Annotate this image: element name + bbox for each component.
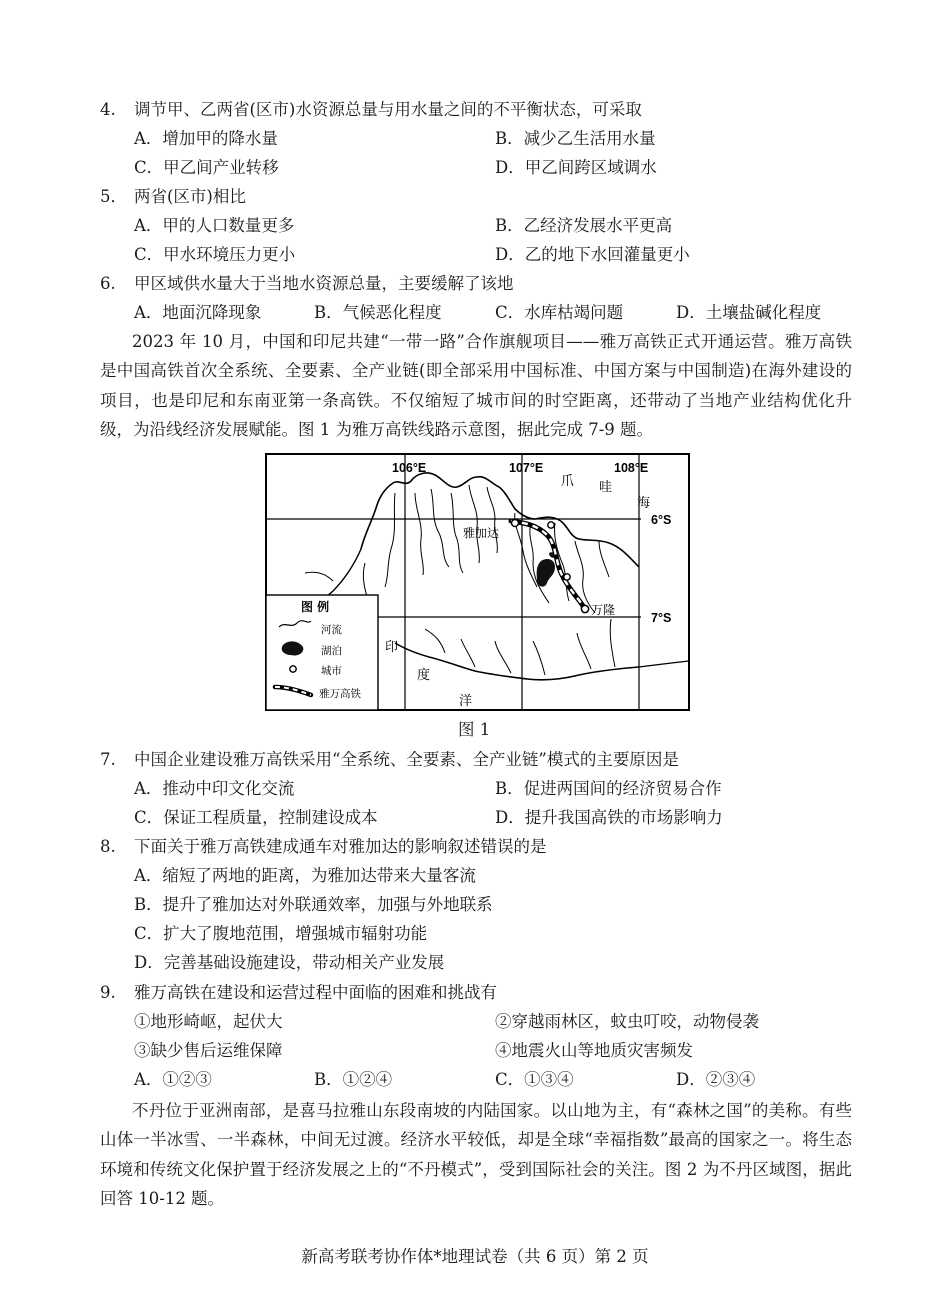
q7-stem: 中国企业建设雅万高铁采用“全系统、全要素、全产业链”模式的主要原因是 — [134, 750, 679, 769]
q5-option-a: A．甲的人口数量更多 — [134, 216, 295, 235]
sea-char-1: 爪 — [561, 474, 575, 489]
legend-lake-label: 湖泊 — [321, 645, 342, 657]
label-107e: 107°E — [509, 461, 544, 475]
q5-number: 5． — [100, 187, 127, 206]
label-6s: 6°S — [651, 513, 672, 527]
q4-option-d: D．甲乙间跨区域调水 — [495, 158, 657, 177]
q8-stem: 下面关于雅万高铁建成通车对雅加达的影响叙述错误的是 — [134, 837, 547, 856]
label-7s: 7°S — [651, 611, 672, 625]
q6-option-a: A．地面沉降现象 — [134, 303, 262, 322]
ocean-char-2: 度 — [417, 668, 431, 683]
q6-stem: 甲区域供水量大于当地水资源总量，主要缓解了该地 — [134, 274, 514, 293]
sea-char-2: 哇 — [599, 480, 613, 495]
q5-stem: 两省(区市)相比 — [134, 187, 246, 206]
q5-option-d: D．乙的地下水回灌量更小 — [495, 245, 690, 264]
q9-option-b: B．①②④ — [314, 1070, 393, 1089]
city-bandung-label: 万隆 — [591, 603, 616, 617]
q7-option-a: A．推动中印文化交流 — [134, 779, 295, 798]
q9-option-a: A．①②③ — [134, 1070, 212, 1089]
q4-option-c: C．甲乙间产业转移 — [134, 158, 279, 177]
q6-number: 6. — [100, 274, 116, 293]
q5-option-b: B．乙经济发展水平更高 — [495, 216, 673, 235]
q9-option-d: D．②③④ — [676, 1070, 756, 1089]
legend-city-symbol — [290, 666, 296, 672]
q5-option-c: C．甲水环境压力更小 — [134, 245, 296, 264]
q9-statement-3: ③缺少售后运维保障 — [134, 1041, 283, 1060]
q7-option-b: B．促进两国间的经济贸易合作 — [495, 779, 722, 798]
legend-title: 图 例 — [301, 600, 330, 614]
figure-1-map — [265, 453, 690, 711]
q9-statement-2: ②穿越雨林区，蚊虫叮咬，动物侵袭 — [495, 1012, 759, 1031]
q4-option-b: B．减少乙生活用水量 — [495, 129, 656, 148]
q9-statement-4: ④地震火山等地质灾害频发 — [495, 1041, 693, 1060]
q7-number: 7. — [100, 750, 116, 769]
q6-option-d: D．土壤盐碱化程度 — [676, 303, 822, 322]
map-legend — [266, 595, 378, 710]
passage-high-speed-rail: 2023 年 10 月，中国和印尼共建“一带一路”合作旗舰项目——雅万高铁正式开通运营。雅万高铁是中国高铁首次全系统、全要素、全产业链(即全部采用中国标准、中国方案与中国制造)在海外建设的项目，也是印尼和东南亚第一条高铁。不仅缩短了城市间的时空距离，还带动了当地产业结构优化升级，为沿线经济发展赋能。图 1 为雅万高铁线路示意图，据此完成 7-9 题。 — [100, 332, 852, 440]
q4-number: 4. — [100, 100, 116, 119]
page-footer: 新高考联考协作体*地理试卷（共 6 页）第 2 页 — [301, 1247, 649, 1266]
city-marker — [564, 574, 570, 580]
label-106e: 106°E — [392, 461, 427, 475]
q6-option-b: B．气候恶化程度 — [314, 303, 442, 322]
q9-stem: 雅万高铁在建设和运营过程中面临的困难和挑战有 — [134, 983, 497, 1002]
label-108e: 108°E — [614, 461, 649, 475]
city-jakarta-label: 雅加达 — [463, 526, 500, 540]
legend-city-label: 城市 — [321, 665, 342, 677]
q8-option-d: D．完善基础设施建设，带动相关产业发展 — [134, 953, 445, 972]
q9-statement-1: ①地形崎岖，起伏大 — [134, 1012, 283, 1031]
ocean-char-3: 洋 — [459, 694, 473, 709]
sea-char-3: 海 — [637, 496, 651, 511]
city-marker — [548, 522, 554, 528]
q4-stem: 调节甲、乙两省(区市)水资源总量与用水量之间的不平衡状态，可采取 — [134, 100, 642, 119]
q4-option-a: A．增加甲的降水量 — [134, 129, 278, 148]
q7-option-c: C．保证工程质量，控制建设成本 — [134, 808, 378, 827]
figure-1-caption: 图 1 — [458, 720, 491, 739]
q8-option-a: A．缩短了两地的距离，为雅加达带来大量客流 — [134, 866, 476, 885]
q9-option-c: C．①③④ — [495, 1070, 574, 1089]
q8-option-b: B．提升了雅加达对外联通效率，加强与外地联系 — [134, 895, 493, 914]
q9-number: 9. — [100, 983, 116, 1002]
q7-option-d: D．提升我国高铁的市场影响力 — [495, 808, 723, 827]
legend-rail-label: 雅万高铁 — [319, 688, 361, 700]
city-bandung-marker — [581, 605, 588, 612]
q6-option-c: C．水库枯竭问题 — [495, 303, 624, 322]
passage-bhutan: 不丹位于亚洲南部，是喜马拉雅山东段南坡的内陆国家。以山地为主，有“森林之国”的美称。有些山体一半冰雪、一半森林，中间无过渡。经济水平较低，却是全球“幸福指数”最高的国家之一。将生态环境和传统文化保护置于经济发展之上的“不丹模式”，受到国际社会的关注。图 2 为不丹区域图，据此回答 10-12 题。 — [100, 1101, 852, 1209]
q8-option-c: C．扩大了腹地范围，增强城市辐射功能 — [134, 924, 428, 943]
city-jakarta-marker — [512, 520, 519, 527]
q8-number: 8. — [100, 837, 116, 856]
legend-river-label: 河流 — [321, 624, 342, 636]
ocean-char-1: 印 — [385, 640, 399, 655]
